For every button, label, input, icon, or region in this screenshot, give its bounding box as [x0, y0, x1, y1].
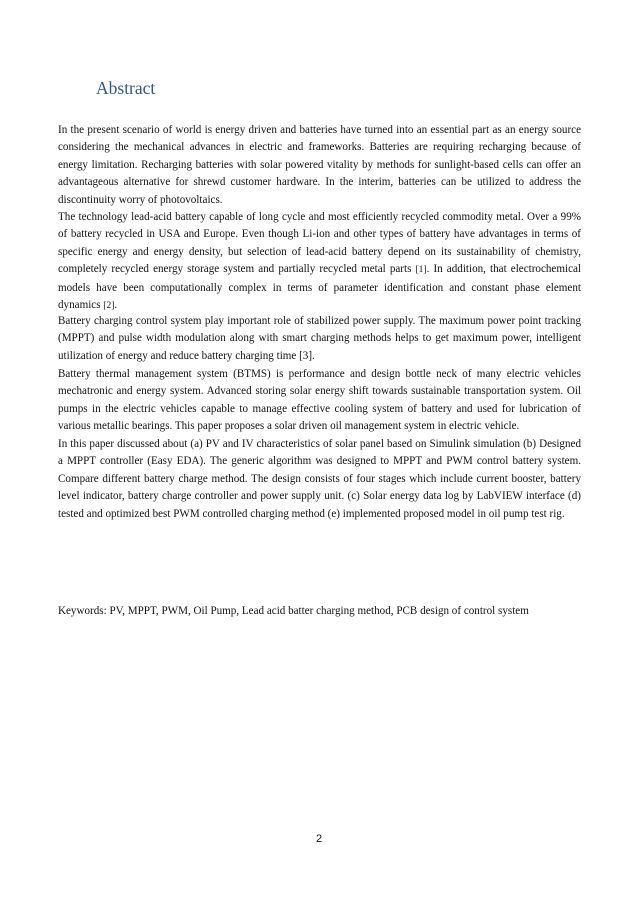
paragraph-5: In this paper discussed about (a) PV and IV characteristics of solar panel based on Simulink simulation (b) Designed a MPPT controller (Easy EDA). The generic algorithm was designed to MPPT and PWM control battery system. Compare different battery charge method. The design consists of four stages which include current booster, battery level indicator, battery charge controller and power supply unit. (c) Solar energy data log by LabVIEW interface (d) tested and optimized best PWM controlled charging method (e) implemented proposed model in oil pump test rig.	[58, 438, 581, 520]
page-number: 2	[315, 833, 323, 845]
paragraph-3: Battery charging control system play important role of stabilized power supply. The maximum power point tracking (MPPT) and pulse width modulation along with smart charging methods helps to get maximum power, intelligent utilization of energy and reduce battery charging time [3].	[58, 315, 581, 362]
reference-2: [2]	[103, 301, 115, 312]
paragraph-2	[58, 209, 581, 315]
reference-1: [1]	[415, 265, 427, 276]
abstract-heading: Abstract	[96, 78, 156, 98]
paragraph-2-text-a: The technology lead-acid battery capable of long cycle and most efficiently recycled commodity metal. Over a 99% of battery recycled in USA and Europe. Even though Li-ion and other types of battery have advantages in terms of specific energy and energy density, but selection of lead-acid battery depend on its sustainability of chemistry, completely recycled energy storage system and partially recycled metal parts	[58, 211, 581, 276]
paragraph-2-text-b: . In addition, that electrochemical models have been computationally complex in terms of parameter identification and constant phase element dynamics	[58, 263, 581, 312]
paragraph-2-text-c: .	[114, 299, 118, 312]
paragraph-4: Battery thermal management system (BTMS) is performance and design bottle neck of many electric vehicles mechatronic and energy system. Advanced storing solar energy shift towards sustainable transportation system. Oil pumps in the electric vehicles capable to manage effective cooling system of battery and used for lubrication of various metallic bearings. This paper proposes a solar driven oil management system in electric vehicle.	[58, 368, 581, 433]
keywords-line: Keywords: PV, MPPT, PWM, Oil Pump, Lead acid batter charging method, PCB design of control system	[58, 605, 529, 617]
paragraph-1: In the present scenario of world is energy driven and batteries have turned into an essential part as an energy source considering the mechanical advances in electric and frameworks. Batteries are requiring recharging because of energy limitation. Recharging batteries with solar powered vitality by methods for sunlight-based cells can offer an advantageous alternative for shrewd customer hardware. In the interim, batteries can be utilized to address the discontinuity worry of photovoltaics.	[58, 124, 581, 206]
